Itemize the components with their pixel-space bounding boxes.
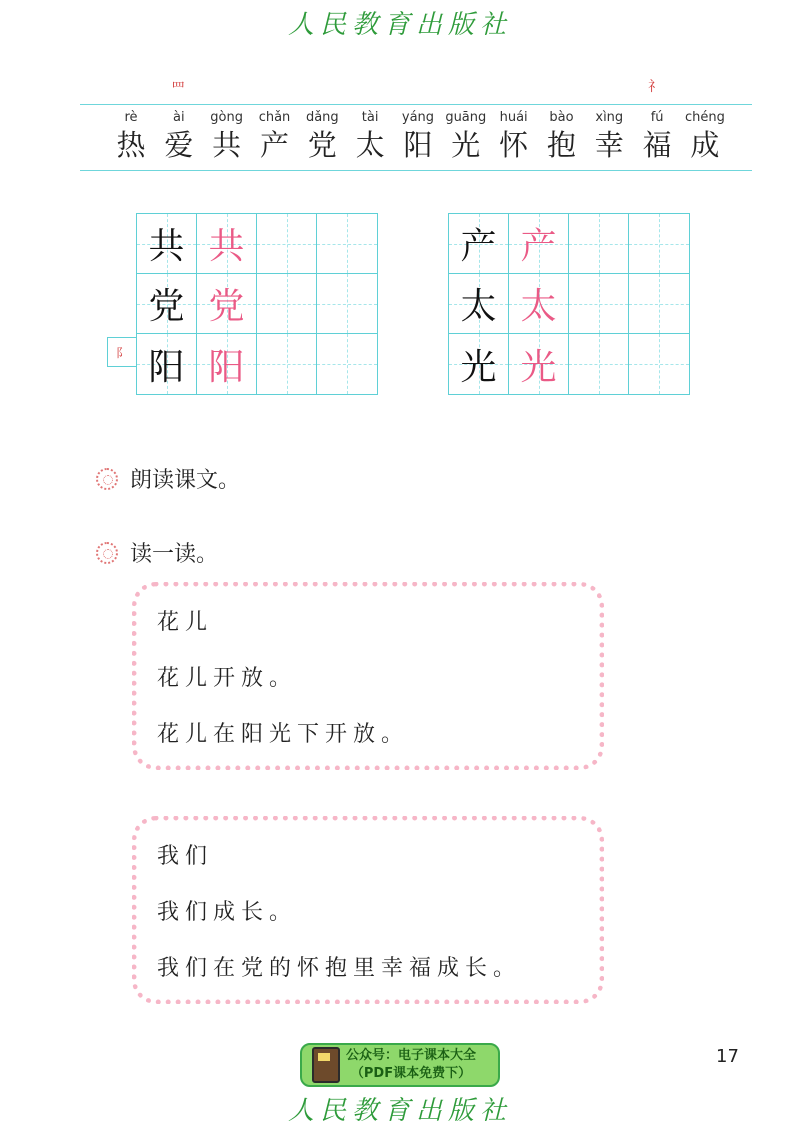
grid-cell [197,334,257,394]
page-number: 17 [716,1046,739,1067]
vocab-char: 党 [307,128,337,162]
task-read-aloud [96,463,240,494]
grid-cell [509,334,569,394]
vocab-char: 爱 [164,128,194,162]
vocab-item [634,108,680,162]
grid-cell[interactable] [569,334,629,394]
vocab-pinyin: chǎn [258,110,291,125]
vocab-item [347,108,393,162]
vocab-item [299,108,345,162]
vocab-pinyin: fú [650,110,664,125]
vocab-char: 幸 [594,128,624,162]
trace-char: 阳 [208,346,245,388]
task-label: 读一读。 [130,542,219,567]
radical-hint-ai: 罒 [171,81,185,97]
reading-line: 花儿 [157,610,214,635]
vocab-item [395,108,441,162]
vocabulary-row [108,108,728,162]
vocab-item [443,108,489,162]
writing-grid-left [136,213,378,395]
book-icon [312,1047,340,1083]
vocab-item [491,108,537,162]
model-char: 党 [148,286,185,327]
grid-cell[interactable] [629,214,689,274]
vocab-pinyin: dǎng [305,110,339,125]
grid-cell[interactable] [257,334,317,394]
grid-cell[interactable] [569,274,629,334]
vocab-char: 成 [690,128,720,162]
vocab-pinyin: gòng [210,110,243,125]
task-badge-icon [96,468,118,490]
grid-cell[interactable] [629,274,689,334]
vocab-char: 产 [259,128,289,162]
writing-grid-right [448,213,690,395]
vocab-char: 抱 [546,128,576,162]
grid-cell[interactable] [629,334,689,394]
task-label: 朗读课文。 [130,468,241,493]
vocab-item [682,108,728,162]
reading-line: 我们成长。 [157,900,298,925]
vocab-char: 怀 [499,128,529,162]
vocab-item [538,108,584,162]
task-read [96,537,218,568]
grid-cell [137,274,197,334]
vocab-pinyin: xìng [595,110,624,125]
reading-line: 我们 [157,844,214,869]
grid-cell[interactable] [317,274,377,334]
reading-line: 花儿开放。 [157,666,298,691]
vocab-char: 太 [355,128,385,162]
vocab-pinyin: guāng [445,110,487,125]
grid-cell [449,334,509,394]
model-char: 太 [460,286,497,327]
vocab-item [204,108,250,162]
radical-hint-fu: 礻 [648,79,662,95]
grid-cell [197,274,257,334]
wechat-badge[interactable] [300,1043,500,1087]
radical-hint-yang: 阝 [107,337,136,367]
grid-cell [137,334,197,394]
vocab-item [586,108,632,162]
vocab-item [251,108,297,162]
badge-line-2: （PDF课本免费下） [350,1066,472,1081]
trace-char: 产 [520,226,557,267]
publisher-header: 人民教育出版社 [287,10,512,40]
vocab-char: 共 [212,128,242,162]
grid-cell[interactable] [257,214,317,274]
vocab-char: 阳 [403,128,433,162]
model-char: 光 [460,346,497,388]
vocab-bottom-line [80,170,752,171]
grid-cell [449,274,509,334]
reading-box-we [132,816,604,1004]
grid-cell [509,214,569,274]
reading-line: 花儿在阳光下开放。 [157,722,410,747]
vocab-pinyin: rè [124,110,138,125]
model-char: 产 [460,226,497,267]
model-char: 阳 [148,346,185,388]
badge-text [346,1047,476,1083]
grid-cell [197,214,257,274]
trace-char: 党 [208,286,245,327]
badge-line-1: 公众号：电子课本大全 [346,1048,477,1063]
grid-cell[interactable] [317,334,377,394]
model-char: 共 [148,226,185,267]
grid-cell [509,274,569,334]
grid-cell [137,214,197,274]
publisher-footer: 人民教育出版社 [287,1096,512,1126]
grid-cell[interactable] [257,274,317,334]
vocab-top-line [80,104,752,105]
reading-box-flowers [132,582,604,770]
vocab-pinyin: bào [549,110,574,125]
vocab-pinyin: chéng [684,110,725,125]
vocab-pinyin: huái [499,110,528,125]
vocab-item [108,108,154,162]
vocab-pinyin: tài [361,110,379,125]
reading-line: 我们在党的怀抱里幸福成长。 [157,956,522,981]
trace-char: 太 [520,286,557,327]
trace-char: 光 [520,346,557,388]
vocab-pinyin: yáng [401,110,435,125]
task-badge-icon [96,542,118,564]
grid-cell [449,214,509,274]
vocab-char: 热 [116,128,146,162]
vocab-char: 福 [642,128,672,162]
vocab-pinyin: ài [173,110,185,125]
vocab-char: 光 [451,128,481,162]
grid-cell[interactable] [317,214,377,274]
grid-cell[interactable] [569,214,629,274]
vocab-item [156,108,202,162]
trace-char: 共 [208,226,245,267]
